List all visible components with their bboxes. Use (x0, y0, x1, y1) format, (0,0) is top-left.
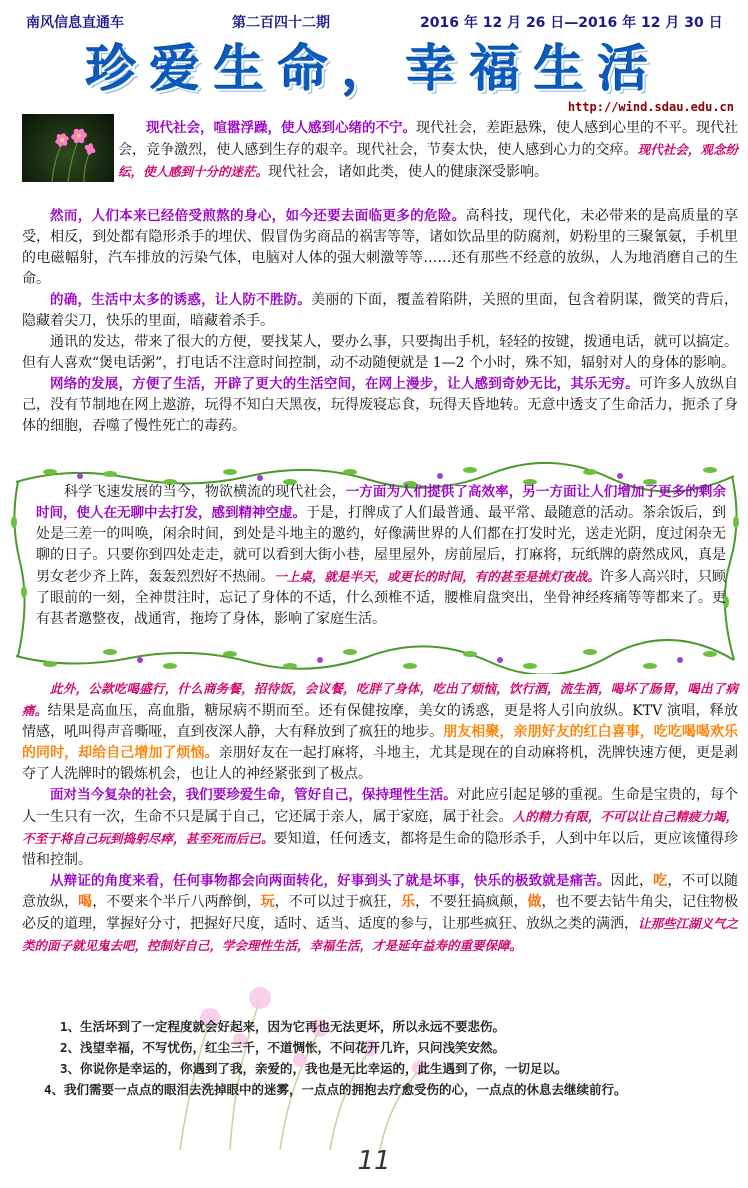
quotes-list (44, 1016, 740, 1100)
paragraph-6 (36, 482, 726, 630)
list-item: 3、你说你是幸运的，你遇到了我，亲爱的，我也是无比幸运的，此生遇到了你，一切足以。 (60, 1061, 568, 1076)
keyword: 喝 (78, 894, 93, 910)
text: 高科技，现代化，未必带来的是高质量的享受，相反，到处都有隐形杀手的埋伏、假冒伪劣商品的祸害等等，诸如饮品里的防腐剂，奶粉里的三聚氰氨，手机里的电磁幅射，汽车排放的污染气体，电脑对人体的强大刺激等等……还有那些不经意的放纵，人为地消磨自己的生命。 (22, 208, 738, 287)
paragraph-4 (22, 332, 738, 374)
text: 因此， (610, 873, 654, 889)
body-section-2 (22, 678, 738, 957)
emphasis: 面对当今复杂的社会，我们要珍爱生命，管好自己，保持理性生活。 (50, 787, 457, 803)
emphasis: 此外，公款吃喝盛行，什么商务餐，招待饭，会议餐，吃胖了身体，吃出了烦恼，饮行酒，流生酒，喝坏了肠胃，喝出了病痛。 (22, 681, 738, 718)
paragraph-3 (22, 290, 738, 332)
emphasis: 现代社会，喧嚣浮躁，使人感到心绪的不宁。 (146, 120, 416, 136)
emphasis: 朋友相聚，亲朋好友的红白喜事，吃吃喝喝欢乐的同时，却给自己增加了烦恼。 (22, 724, 739, 761)
paragraph-5 (22, 374, 738, 437)
list-item: 4、我们需要一点点的眼泪去洗掉眼中的迷雾，一点点的拥抱去疗愈受伤的心，一点点的休息去继续前行。 (44, 1082, 627, 1097)
paragraph-7 (22, 678, 738, 785)
emphasis: 然而，人们本来已经倍受煎熬的身心，如今还要去面临更多的危险。 (50, 208, 466, 224)
emphasis: 网络的发展，方便了生活，开辟了更大的生活空间，在网上漫步，让人感到奇妙无比，其乐无穷。 (50, 376, 639, 392)
text: 于是，打牌成了人们最普通、最平常、最随意的活动。茶余饭后，到处是三差一的叫唤，闲余时间，到处是斗地主的邀约，好像满世界的人们都在打发时光，送走光阴，度过闲杂无聊的日子。只要你到四处走走，就可以看到大街小巷，屋里屋外，房前屋后，打麻将，玩纸牌的蔚然成风，真是男女老少齐上阵，轰轰烈烈好不热闹。 (36, 505, 726, 585)
text: 通讯的发达，带来了很大的方便，要找某人，要办么事，只要掏出手机，轻轻的按键，拨通电话，就可以搞定。但有人喜欢“煲电话粥”，打电话不注意时间控制，动不动随便就是 1—2 个小时，殊不知，辐射对人的身体的影响。 (22, 334, 738, 371)
emphasis: 让那些江湖义气之类的面子就见鬼去吧，控制好自己，学会理性生活，幸福生活，才是延年益寿的重要保障。 (22, 916, 739, 953)
text: ，不要来个半斤八两醉倒， (92, 894, 261, 910)
emphasis: 从辩证的角度来看，任何事物都会向两面转化，好事到头了就是坏事，快乐的极致就是痛苦。 (50, 873, 611, 889)
emphasis: 的确，生活中太多的诱惑，让人防不胜防。 (50, 292, 312, 308)
page-header (0, 4, 748, 38)
text: ，不可以随意放纵， (22, 873, 739, 910)
newsletter-name: 南风信息直通车 (26, 15, 124, 31)
paragraph-9 (22, 871, 738, 957)
emphasis: 现代社会，观念纷纭，使人感到十分的迷茫。 (118, 142, 738, 179)
text: 现代社会，差距悬殊，使人感到心里的不平。现代社会，竞争激烈，使人感到生存的艰辛。现代社会，节奏太快，使人感到心力的交瘁。 (118, 120, 738, 158)
emphasis: 人的精力有限，不可以让自己精疲力竭，不至于将自己玩到捣躬尽瘁，甚至死而后已。 (22, 809, 738, 846)
text: 要知道，任何透支，都将是生命的隐形杀手，人到中年以后，更应该懂得珍惜和控制。 (22, 831, 738, 868)
text: 美丽的下面，覆盖着陷阱，关照的里面，包含着阴谋，微笑的背后，隐藏着尖刀，快乐的里面，暗藏着杀手。 (22, 292, 739, 329)
text: ，不要狂搞疯颠， (415, 894, 528, 910)
keyword: 乐 (401, 894, 416, 910)
text: 可许多人放纵自己，没有节制地在网上遨游，玩得不知白天黑夜，玩得废寝忘食，玩得天昏地转。无意中透支了生命活力，扼杀了身体的细胞，吞噬了慢性死亡的毒药。 (22, 376, 739, 434)
body-section-1 (22, 206, 738, 437)
paragraph-1 (22, 118, 738, 183)
paragraph-2 (22, 206, 738, 290)
page-title: 珍爱生命，幸福生活 (86, 40, 662, 98)
source-url[interactable]: http://wind.sdau.edu.cn (567, 100, 734, 114)
emphasis: 一方面为人们提供了高效率，另一方面让人们增加了更多的剩余时间，使人在无聊中去打发，感到精神空虚。 (36, 484, 727, 521)
text: 对此应引起足够的重视。生命是宝贵的，每个人一生只有一次，生命不只是属于自己，它还属于亲人，属于家庭，属于社会。 (22, 787, 739, 825)
text: 亲朋好友在一起打麻将，斗地主，尤其是现在的自动麻将机，洗牌快速方便，更是剥夺了人洗牌时的锻炼机会，也让人的神经紧张到了极点。 (22, 745, 739, 782)
list-item: 1、生活坏到了一定程度就会好起来，因为它再也无法更坏，所以永远不要悲伤。 (60, 1019, 506, 1034)
page-number: 11 (357, 1146, 391, 1176)
keyword: 吃 (653, 873, 668, 889)
date-range: 2016 年 12 月 26 日—2016 年 12 月 30 日 (420, 15, 723, 31)
text: ，也不要去钻牛角尖，记住物极必反的道理，掌握好分寸，把握好尺度，适时、适当、适度的参与，让那些疯狂、放纵之类的满洒， (22, 894, 739, 932)
list-item: 2、浅望幸福，不写忧伤，红尘三千，不道惆怅，不问花开几许，只问浅笑安然。 (60, 1040, 506, 1055)
text: 结果是高血压，高血脂，糖尿病不期而至。还有保健按摩，美女的诱惑，更是将人引向放纵。KTV 演唱，释放情感，吼叫得声音嘶哑，直到夜深人静，大有释放到了疯狂的地步。 (22, 703, 738, 740)
keyword: 玩 (260, 894, 275, 910)
issue-number: 第二百四十二期 (232, 15, 330, 31)
text: 现代社会，诸如此类，使人的健康深受影响。 (268, 164, 549, 180)
keyword: 做 (527, 894, 542, 910)
paragraph-8 (22, 785, 738, 871)
text: ，不可以过于疯狂， (274, 894, 402, 910)
emphasis: 一上桌，就是半天，或更长的时间，有的甚至是挑灯夜战。 (274, 569, 600, 584)
text: 科学飞速发展的当今，物欲横流的现代社会， (64, 484, 346, 500)
text: 许多人高兴时，只顾了眼前的一刻，全神贯注时，忘记了身体的不适，什么颈椎不适，腰椎肩盘突出，坐骨神经疼痛等等都来了。更有甚者邀整夜，战通宵，拖垮了身体，影响了家庭生活。 (36, 569, 726, 627)
